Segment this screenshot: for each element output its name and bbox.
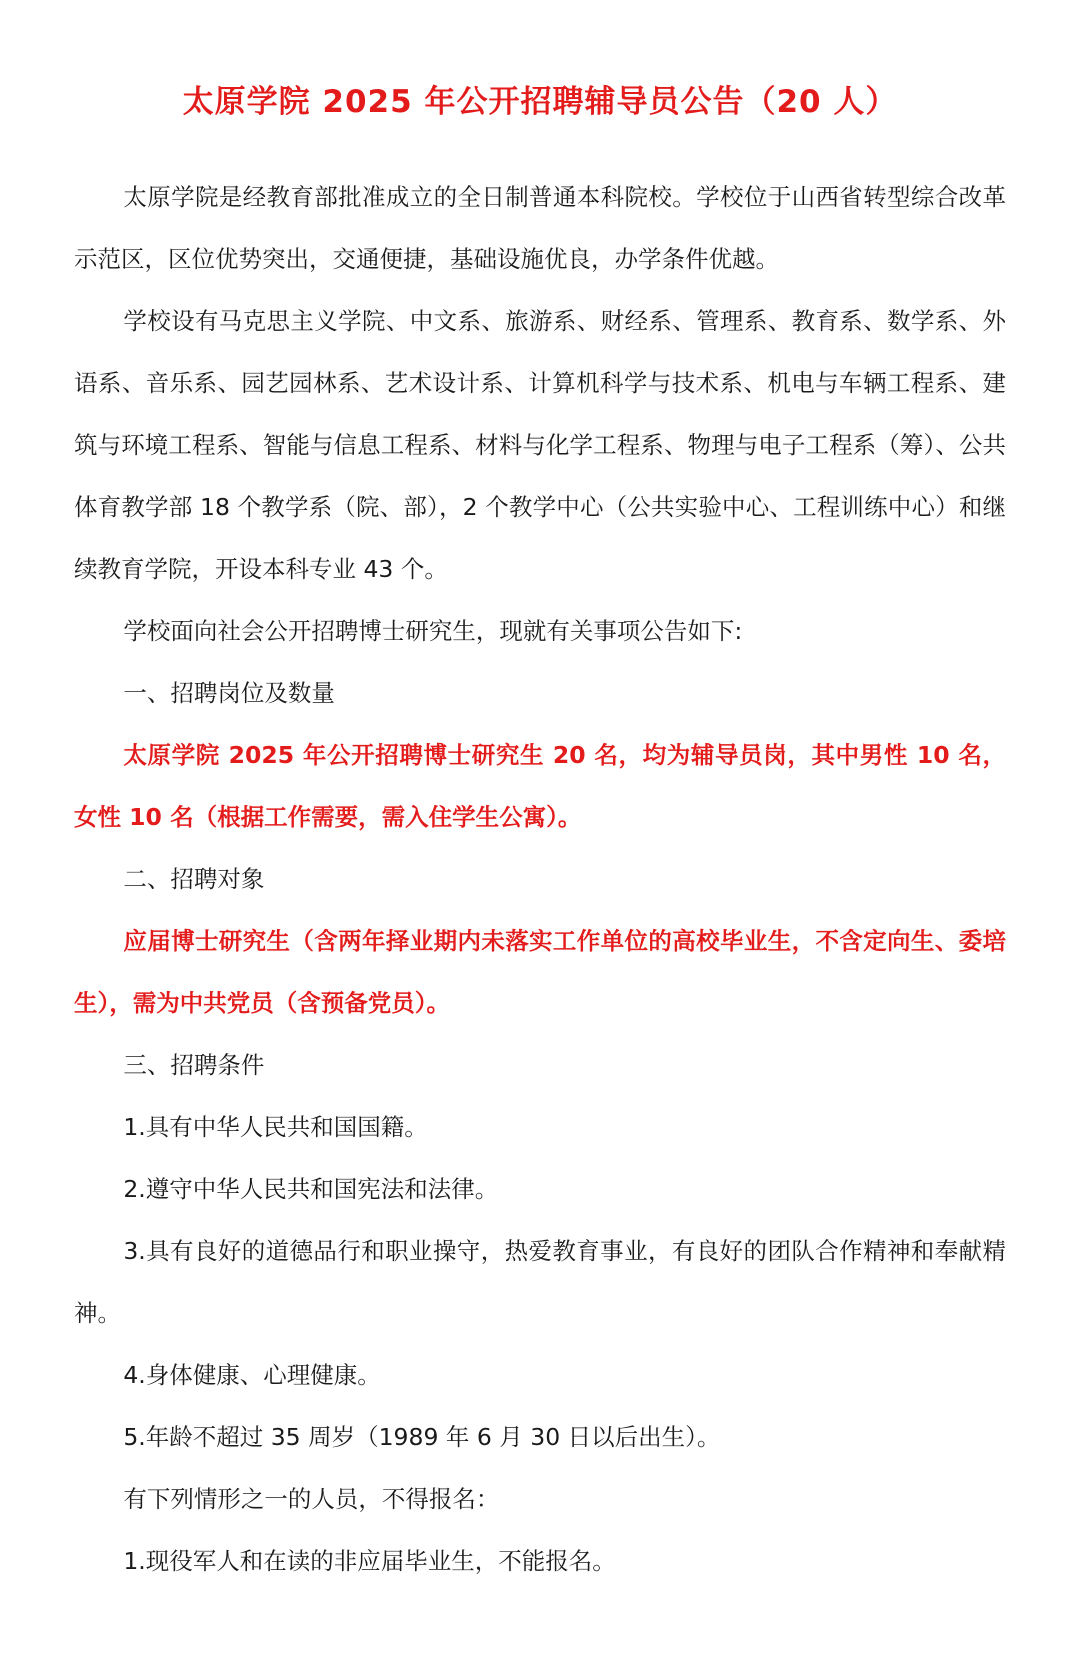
condition-item-2: 2.遵守中华人民共和国宪法和法律。 [123,1175,499,1203]
intro-paragraph-1: 太原学院是经教育部批准成立的全日制普通本科院校。学校位于山西省转型综合改革示范区，区位优势突出，交通便捷，基础设施优良，办学条件优越。 [74,183,1006,273]
section-2-body: 应届博士研究生（含两年择业期内未落实工作单位的高校毕业生，不含定向生、委培生），需为中共党员（含预备党员）。 [74,927,1006,1017]
document-title: 太原学院 2025 年公开招聘辅导员公告（20 人） [182,84,898,120]
condition-item-3: 3.具有良好的道德品行和职业操守，热爱教育事业，有良好的团队合作精神和奉献精神。 [74,1237,1006,1327]
exclusion-heading: 有下列情形之一的人员，不得报名： [123,1485,500,1513]
intro-paragraph-2: 学校设有马克思主义学院、中文系、旅游系、财经系、管理系、教育系、数学系、外语系、音乐系、园艺园林系、艺术设计系、计算机科学与技术系、机电与车辆工程系、建筑与环境工程系、智能与信息工程系、材料与化学工程系、物理与电子工程系（筹）、公共体育教学部 18 个教学系（院、部），2 个教学中心（公共实验中心、工程训练中心）和继续教育学院，开设本科专业 43 个。 [74,307,1006,583]
exclusion-item-1: 1.现役军人和在读的非应届毕业生，不能报名。 [123,1547,616,1575]
intro-paragraph-3: 学校面向社会公开招聘博士研究生，现就有关事项公告如下: [123,617,743,645]
condition-item-1: 1.具有中华人民共和国国籍。 [123,1113,428,1141]
section-1-heading: 一、招聘岗位及数量 [123,679,335,707]
section-1-body: 太原学院 2025 年公开招聘博士研究生 20 名，均为辅导员岗，其中男性 10 名，女性 10 名（根据工作需要，需入住学生公寓）。 [74,741,1006,831]
condition-item-4: 4.身体健康、心理健康。 [123,1361,381,1389]
condition-item-5: 5.年龄不超过 35 周岁（1989 年 6 月 30 日以后出生）。 [123,1423,721,1451]
section-3-heading: 三、招聘条件 [123,1051,265,1079]
section-2-heading: 二、招聘对象 [123,865,265,893]
